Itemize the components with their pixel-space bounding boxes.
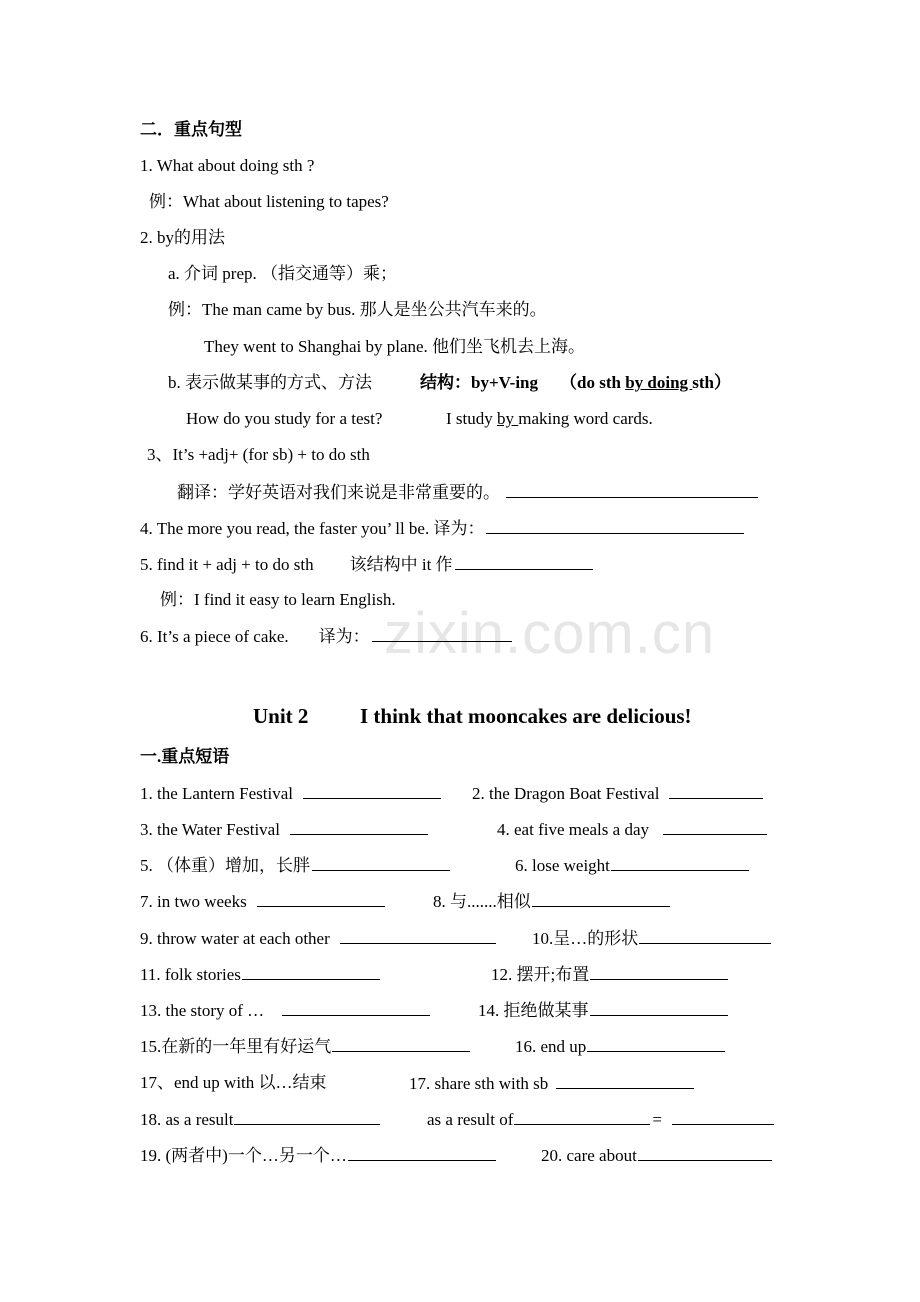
phrase-item bbox=[427, 1108, 774, 1131]
answer-blank[interactable] bbox=[303, 782, 441, 799]
answer-blank[interactable] bbox=[312, 854, 450, 871]
phrase-text: 11. folk stories bbox=[140, 965, 241, 984]
item-2b-underlined: by doing bbox=[625, 373, 693, 392]
phrase-item bbox=[491, 963, 728, 986]
section-heading-key-sentences: 二．重点句型 bbox=[140, 120, 242, 139]
answer-blank[interactable] bbox=[234, 1108, 380, 1125]
item-6 bbox=[140, 625, 512, 648]
answer-blank[interactable] bbox=[455, 553, 593, 570]
phrase-text: 17. share sth with sb bbox=[409, 1074, 549, 1093]
item-3-translate bbox=[177, 481, 758, 504]
phrase-text: as a result of bbox=[427, 1110, 514, 1129]
answer-blank[interactable] bbox=[639, 927, 771, 944]
phrase-item bbox=[140, 782, 441, 805]
phrase-item bbox=[140, 1144, 496, 1167]
phrase-text: 20. care about bbox=[541, 1146, 637, 1165]
item-2b-answer-post: making word cards. bbox=[518, 409, 653, 428]
item-2a: a. 介词 prep. （指交通等）乘； bbox=[168, 264, 398, 283]
phrase-item bbox=[140, 999, 430, 1022]
item-5-example: 例：I find it easy to learn English. bbox=[160, 590, 396, 609]
phrase-text: 19. (两者中)一个…另一个… bbox=[140, 1146, 347, 1165]
item-3-translate-text: 翻译：学好英语对我们来说是非常重要的。 bbox=[177, 483, 500, 502]
item-2b bbox=[168, 372, 731, 394]
phrase-item bbox=[515, 854, 749, 877]
phrase-item bbox=[140, 1108, 380, 1131]
phrase-text: 7. in two weeks bbox=[140, 892, 247, 911]
item-3: 3、It’s +adj+ (for sb) + to do sth bbox=[147, 445, 370, 464]
item-2b-answer bbox=[446, 408, 653, 430]
phrase-item bbox=[140, 890, 385, 913]
phrase-text: 6. lose weight bbox=[515, 856, 610, 875]
answer-blank[interactable] bbox=[587, 1035, 725, 1052]
answer-blank[interactable] bbox=[486, 517, 744, 534]
phrase-item bbox=[433, 890, 670, 913]
equals-sign: = bbox=[652, 1110, 662, 1129]
answer-blank[interactable] bbox=[290, 818, 428, 835]
item-6-translate-label: 译为： bbox=[318, 627, 370, 646]
item-4-text: 4. The more you read, the faster you’ ll be. 译为： bbox=[140, 519, 485, 538]
answer-blank[interactable] bbox=[514, 1108, 650, 1125]
item-1-example: 例：What about listening to tapes? bbox=[149, 192, 389, 211]
item-5-formula: 5. find it + adj + to do sth bbox=[140, 555, 314, 574]
phrase-text: 5. （体重）增加，长胖 bbox=[140, 856, 310, 875]
answer-blank[interactable] bbox=[532, 890, 670, 907]
answer-blank[interactable] bbox=[332, 1035, 470, 1052]
answer-blank[interactable] bbox=[372, 625, 512, 642]
answer-blank[interactable] bbox=[590, 963, 728, 980]
item-1: 1. What about doing sth ? bbox=[140, 156, 315, 175]
item-2b-question: How do you study for a test? bbox=[186, 409, 383, 428]
phrase-item bbox=[541, 1144, 772, 1167]
phrase-item bbox=[532, 927, 771, 950]
phrase-item bbox=[140, 818, 428, 841]
phrase-text: 16. end up bbox=[515, 1037, 587, 1056]
unit-label: Unit 2 bbox=[253, 704, 309, 728]
answer-blank[interactable] bbox=[257, 890, 385, 907]
answer-blank[interactable] bbox=[348, 1144, 496, 1161]
phrase-text: 10.呈…的形状 bbox=[532, 929, 639, 948]
phrase-text: 9. throw water at each other bbox=[140, 929, 330, 948]
answer-blank[interactable] bbox=[669, 782, 763, 799]
item-5 bbox=[140, 553, 593, 576]
phrase-item bbox=[515, 1035, 725, 1058]
phrase-text: 2. the Dragon Boat Festival bbox=[472, 784, 660, 803]
item-2a-example-1: 例：The man came by bus. 那人是坐公共汽车来的。 bbox=[168, 300, 547, 319]
answer-blank[interactable] bbox=[340, 927, 496, 944]
item-2b-text: b. 表示做某事的方式、方法 bbox=[168, 373, 372, 392]
phrase-item bbox=[140, 854, 450, 877]
item-2: 2. by的用法 bbox=[140, 228, 225, 247]
item-2b-paren-close: sth） bbox=[692, 373, 732, 392]
item-5-question: 该结构中 it 作 bbox=[349, 555, 453, 574]
phrase-item bbox=[472, 782, 763, 805]
section-heading-key-phrases: 一.重点短语 bbox=[140, 747, 230, 766]
phrase-item bbox=[140, 1072, 327, 1094]
item-2a-example-2: They went to Shanghai by plane. 他们坐飞机去上海。 bbox=[204, 337, 586, 356]
phrase-item bbox=[497, 818, 767, 841]
item-2b-paren-open: （do sth bbox=[560, 373, 626, 392]
phrase-text: 15.在新的一年里有好运气 bbox=[140, 1037, 332, 1056]
item-2b-answer-by: by bbox=[497, 409, 519, 428]
phrase-text: 13. the story of … bbox=[140, 1001, 265, 1020]
item-4 bbox=[140, 517, 744, 540]
answer-blank[interactable] bbox=[672, 1108, 774, 1125]
phrase-text: 8. 与.......相似 bbox=[433, 892, 531, 911]
phrase-item bbox=[478, 999, 728, 1022]
watermark: zixin.com.cn bbox=[384, 601, 716, 666]
item-6-text: 6. It’s a piece of cake. bbox=[140, 627, 289, 646]
answer-blank[interactable] bbox=[242, 963, 380, 980]
phrase-text: 4. eat five meals a day bbox=[497, 820, 649, 839]
answer-blank[interactable] bbox=[611, 854, 749, 871]
item-2b-structure: 结构：by+V-ing bbox=[420, 373, 538, 392]
answer-blank[interactable] bbox=[556, 1072, 694, 1089]
answer-blank[interactable] bbox=[506, 481, 758, 498]
phrase-text: 14. 拒绝做某事 bbox=[478, 1001, 589, 1020]
item-2b-answer-pre: I study bbox=[446, 409, 497, 428]
phrase-text: 12. 摆开;布置 bbox=[491, 965, 590, 984]
phrase-text: 17、end up with 以…结束 bbox=[140, 1073, 327, 1092]
unit-title: I think that mooncakes are delicious! bbox=[360, 704, 692, 728]
phrase-item bbox=[140, 927, 496, 950]
phrase-item bbox=[409, 1072, 694, 1095]
phrase-item bbox=[140, 963, 380, 986]
phrase-text: 3. the Water Festival bbox=[140, 820, 280, 839]
phrase-text: 1. the Lantern Festival bbox=[140, 784, 293, 803]
phrase-item bbox=[140, 1035, 470, 1058]
phrase-text: 18. as a result bbox=[140, 1110, 234, 1129]
answer-blank[interactable] bbox=[590, 999, 728, 1016]
answer-blank[interactable] bbox=[638, 1144, 772, 1161]
answer-blank[interactable] bbox=[663, 818, 767, 835]
answer-blank[interactable] bbox=[282, 999, 430, 1016]
